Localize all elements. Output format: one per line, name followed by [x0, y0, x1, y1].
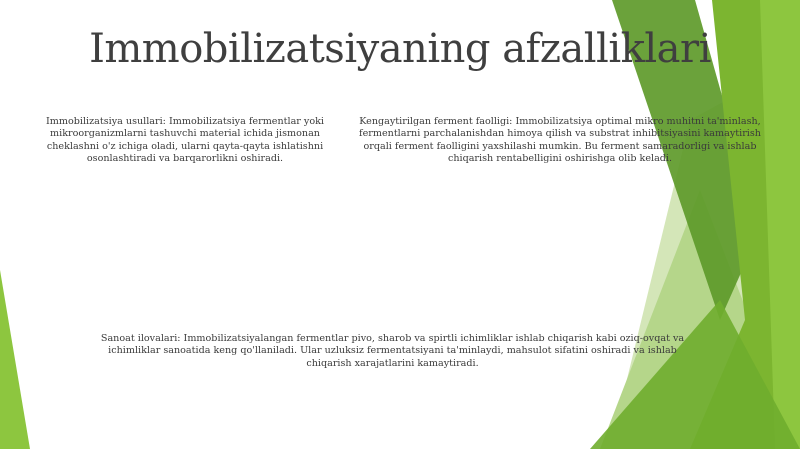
slide-title: Immobilizatsiyaning afzalliklari [89, 26, 711, 72]
paragraph-industrial-applications: Sanoat ilovalari: Immobilizatsiyalangan fermentlar pivo, sharob va spirtli ichimliklar ishlab chiqarish kabi oziq-ovqat va ichimliklar sanoatida keng qo'llaniladi. Ular uzluksiz fermentatsiyani ta'minlaydi, mahsulot sifatini oshiradi va ishlab chiqarish xarajatlarini kamaytiradi. [100, 333, 685, 369]
paragraph-enhanced-enzyme-activity: Kengaytirilgan ferment faolligi: Immobilizatsiya optimal mikro muhitni ta'minlash, fermentlarni parchalanishdan himoya qilish va substrat inhibitsiyasini kamaytirish orqali ferment faolligini yaxshilashi mumkin. Bu ferment samaradorligi va ishlab chiqarish rentabelligini oshirishga olib keladi. [359, 116, 761, 164]
left-green-sliver [0, 270, 30, 449]
paragraph-immobilization-methods: Immobilizatsiya usullari: Immobilizatsiya fermentlar yoki mikroorganizmlarni tashuvchi material ichida jismonan cheklashni o'z ichiga oladi, ularni qayta-qayta ishlatishni osonlashtiradi va barqarorlikni oshiradi. [45, 116, 325, 164]
